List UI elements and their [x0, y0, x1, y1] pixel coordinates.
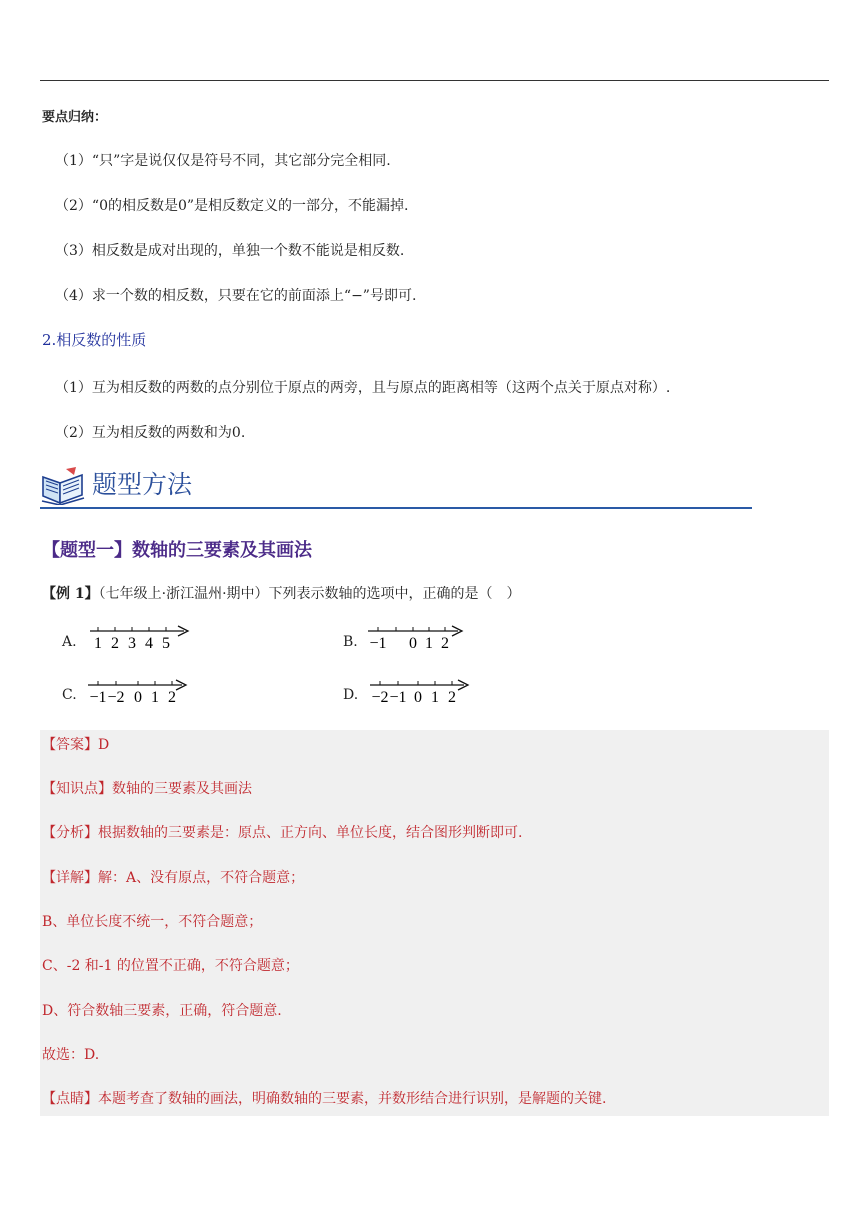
property-2: （2）互为相反数的两数和为0.	[55, 425, 246, 441]
tick-label: 5	[162, 635, 170, 652]
key-point-2: （2）“0的相反数是0”是相反数定义的一部分，不能漏掉.	[55, 198, 409, 214]
property-heading: 2.相反数的性质	[42, 331, 147, 349]
header-rule	[40, 80, 829, 81]
answer-label: 【答案】	[42, 737, 98, 753]
option-d-letter: D.	[343, 687, 359, 703]
analysis-line	[42, 822, 522, 842]
tick-label: 2	[168, 689, 176, 706]
tick-label: 1	[431, 689, 439, 706]
tick-label: 3	[128, 635, 136, 652]
option-b-letter: B.	[343, 634, 358, 650]
tick-label: 2	[111, 635, 119, 652]
comment-value: 本题考查了数轴的画法，明确数轴的三要素，并数形结合进行识别，是解题的关键.	[98, 1091, 607, 1107]
type-title: 【题型一】数轴的三要素及其画法	[42, 540, 312, 561]
option-b-number-line	[366, 622, 471, 654]
detail-line	[42, 867, 304, 887]
tick-label: 0	[409, 635, 417, 652]
detail-value: 解：A、没有原点，不符合题意；	[98, 870, 305, 886]
option-a-number-line	[88, 622, 193, 654]
section-header	[40, 463, 752, 511]
tick-label: 2	[441, 635, 449, 652]
tick-label: −1	[369, 635, 387, 652]
knowledge-value: 数轴的三要素及其画法	[112, 781, 252, 797]
detail-line-d: D、符合数轴三要素，正确，符合题意.	[42, 1003, 282, 1019]
example-text: （七年级上·浙江温州·期中）下列表示数轴的选项中，正确的是（ ）	[98, 586, 521, 602]
option-a-letter: A.	[62, 634, 77, 650]
tick-label: −2	[107, 689, 125, 706]
option-c-number-line	[86, 676, 191, 708]
tick-label: −1	[89, 689, 107, 706]
detail-line-c: C、-2 和-1 的位置不正确，不符合题意；	[42, 958, 299, 974]
example-question	[42, 583, 521, 603]
book-icon	[40, 465, 86, 505]
option-d-number-line	[368, 676, 473, 708]
analysis-value: 根据数轴的三要素是：原点、正方向、单位长度，结合图形判断即可.	[98, 825, 523, 841]
tick-label: 1	[151, 689, 159, 706]
conclusion-line: 故选：D.	[42, 1047, 100, 1063]
tick-label: 1	[425, 635, 433, 652]
tick-label: 1	[94, 635, 102, 652]
section-title: 题型方法	[92, 470, 193, 499]
tick-label: −2	[371, 689, 389, 706]
comment-label: 【点睛】	[42, 1091, 98, 1107]
tick-label: 4	[145, 635, 153, 652]
detail-label: 【详解】	[42, 870, 98, 886]
section-rule	[40, 507, 752, 509]
key-points-heading: 要点归纳：	[42, 110, 108, 125]
comment-line	[42, 1088, 606, 1108]
knowledge-label: 【知识点】	[42, 781, 112, 797]
key-point-4: （4）求一个数的相反数，只要在它的前面添上“−”号即可.	[55, 288, 417, 304]
key-point-1: （1）“只”字是说仅仅是符号不同，其它部分完全相同.	[55, 153, 391, 169]
property-1: （1）互为相反数的两数的点分别位于原点的两旁，且与原点的距离相等（这两个点关于原点对称）.	[55, 380, 671, 396]
example-label: 【例 1】	[42, 586, 99, 602]
tick-label: 2	[448, 689, 456, 706]
tick-label: −1	[389, 689, 407, 706]
tick-label: 0	[134, 689, 142, 706]
answer-line	[42, 734, 109, 754]
tick-label: 0	[414, 689, 422, 706]
detail-line-b: B、单位长度不统一，不符合题意；	[42, 914, 263, 930]
key-point-3: （3）相反数是成对出现的，单独一个数不能说是相反数.	[55, 243, 405, 259]
knowledge-line	[42, 778, 252, 798]
option-c-letter: C.	[62, 687, 77, 703]
answer-value: D	[98, 737, 110, 753]
analysis-label: 【分析】	[42, 825, 98, 841]
